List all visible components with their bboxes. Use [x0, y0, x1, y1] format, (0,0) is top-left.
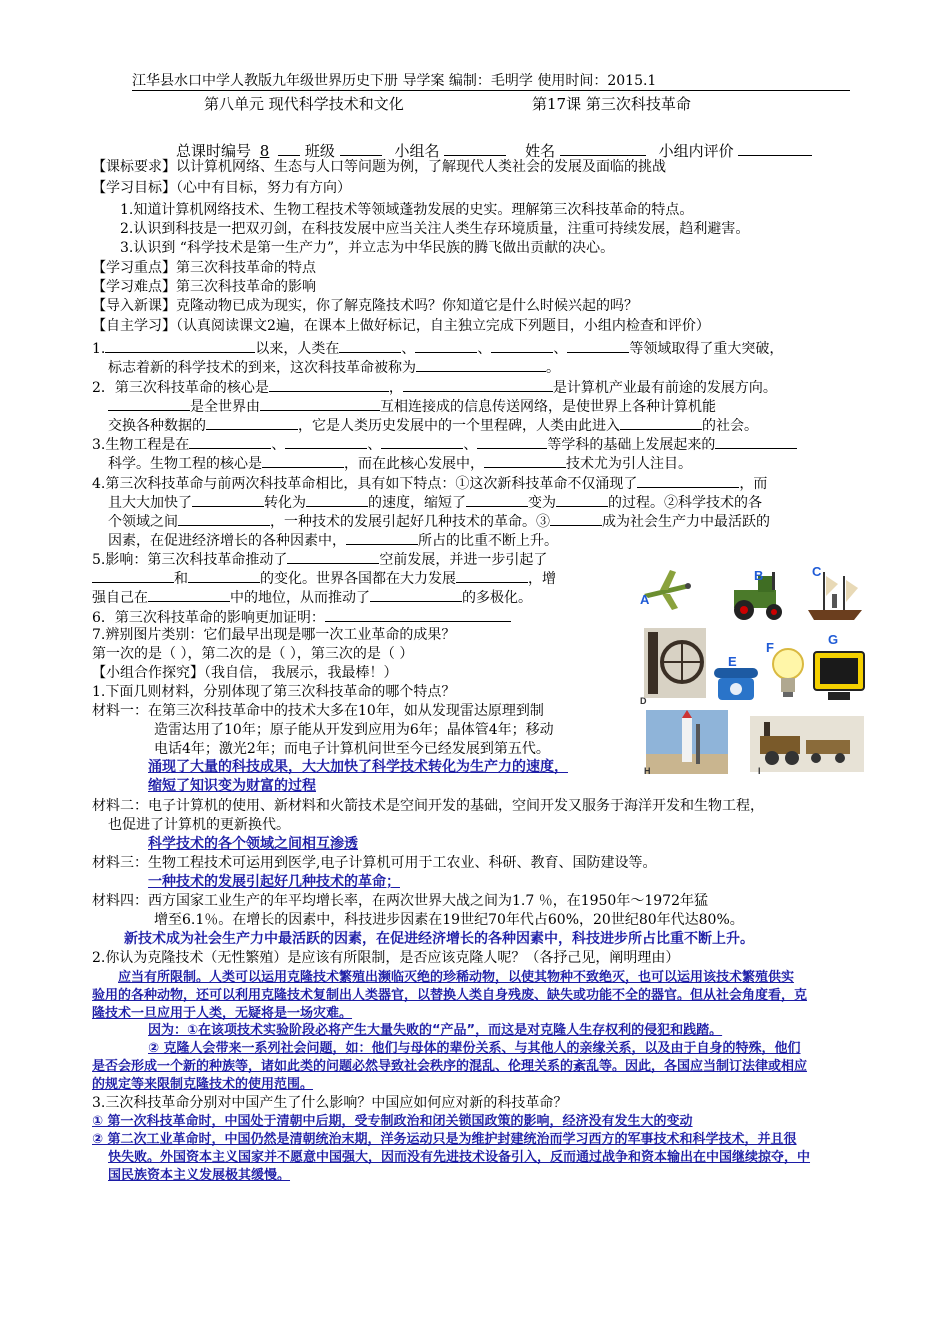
answer-blank[interactable] — [415, 338, 477, 353]
intro-text: 【导入新课】克隆动物已成为现实，你了解克隆技术吗？你知道它是什么时候兴起的吗？ — [92, 298, 638, 314]
q-text: 是全世界由 — [190, 399, 260, 415]
answer-blank[interactable] — [466, 492, 528, 507]
q-text: 6．第三次科技革命的影响更加证明： — [92, 610, 325, 626]
q-text: 技术尤为引人注目。 — [566, 456, 692, 472]
china-answer-2: ② 第二次工业革命时，中国仍然是清朝统治末期，洋务运动只是为维护封建统治而学习西方的军事技术和科学技术，并且很 — [92, 1132, 797, 1147]
q-text: 的变化。世界各国都在大力发展 — [260, 571, 456, 587]
q-text: 2．第三次科技革命的核心是 — [92, 380, 269, 396]
question-5-line1 — [92, 549, 547, 569]
light-bulb-picture — [768, 646, 808, 700]
clone-answer-6: 是否会形成一个新的种族等，诸如此类的问题必然导致社会秩序的混乱、伦理关系的紊乱等。因此，各国应当制订法律或相应 — [92, 1059, 808, 1074]
q-text: 互相连接成的信息传送网络，是使世界上各种计算机能 — [380, 399, 716, 415]
class-field[interactable] — [340, 141, 382, 156]
goal-1: 1.知道计算机网络技术、生物工程技术等领域蓬勃发展的史实。理解第三次科技革命的特点。 — [120, 202, 694, 218]
pic-label: A — [640, 592, 650, 607]
clone-answer-5: ② 克隆人会带来一系列社会问题，如：他们与母体的辈份关系、与其他人的亲缘关系，以及由于自身的特殊，他们 — [148, 1041, 801, 1056]
q-text: 中的地位，从而推动了 — [230, 590, 370, 606]
answer-blank[interactable] — [381, 434, 463, 449]
question-1-line1 — [92, 338, 783, 358]
q-text: 、 — [271, 437, 286, 453]
q-text: ， — [388, 380, 403, 396]
question-4-line3 — [108, 511, 770, 531]
lesson-title: 第17课 第三次科技革命 — [532, 95, 691, 113]
clone-answer-4: 因为：①在该项技术实验阶段必将产生大量失败的“产品”，而这是对克隆人生存权利的侵犯和践踏。 — [148, 1023, 723, 1038]
answer-4: 新技术成为社会生产力中最活跃的因素，在促进经济增长的各种因素中，科技进步所占比重不断上升。 — [124, 931, 754, 947]
class-label: 班级 — [304, 142, 335, 160]
answer-blank[interactable] — [491, 338, 553, 353]
rocket-launch-picture — [646, 710, 728, 774]
unit-title: 第八单元 现代科学技术和文化 — [204, 95, 404, 113]
answer-blank[interactable] — [206, 415, 298, 430]
answer-blank[interactable] — [105, 338, 255, 353]
material-2-line1: 材料二：电子计算机的使用、新材料和火箭技术是空间开发的基础，空间开发又服务于海洋开发和生物工程， — [92, 798, 764, 814]
question-4-line1 — [92, 473, 767, 493]
q-text: 标志着新的科学技术的到来，这次科技革命被称为 — [108, 360, 416, 376]
question-7-line2: 第一次的是（ ），第二次的是（ ），第三次的是（ ） — [92, 646, 414, 662]
group-q1: 1.下面几则材料，分别体现了第三次科技革命的哪个特点？ — [92, 684, 456, 700]
q-text: 转化为 — [264, 495, 306, 511]
answer-blank[interactable] — [178, 511, 270, 526]
q-text: 1. — [92, 341, 106, 357]
material-4-line2: 增至6.1％。在增长的因素中，科技进步因素在19世纪70年代占60%，20世纪80年代达80%。 — [154, 912, 744, 928]
answer-1-line2: 缩短了知识变为财富的过程 — [148, 778, 316, 794]
answer-blank[interactable] — [287, 549, 379, 564]
standard-text: 【课标要求】以计算机网络、生态与人口等问题为例，了解现代人类社会的发展及面临的挑战 — [92, 159, 666, 175]
telephone-picture — [712, 664, 760, 704]
course-no-label: 总课时编号 — [176, 142, 252, 160]
question-4-line2 — [108, 492, 762, 512]
answer-blank[interactable] — [715, 434, 797, 449]
answer-blank[interactable] — [370, 587, 462, 602]
q-text: 、 — [477, 341, 492, 357]
q-text: 以来，人类在 — [255, 341, 340, 357]
china-answer-1: ① 第一次科技革命时，中国处于清朝中后期，受专制政治和闭关锁国政策的影响，经济没有发生大的变动 — [92, 1114, 693, 1129]
q-text: 4.第三次科技革命与前两次科技革命相比，具有如下特点：①这次新科技革命不仅涌现了 — [92, 476, 638, 492]
q-text: 的社会。 — [702, 418, 758, 434]
q-text: 变为 — [528, 495, 556, 511]
pic-label: G — [828, 632, 839, 647]
answer-blank[interactable] — [192, 492, 264, 507]
q-text: 和 — [174, 571, 188, 587]
answer-blank[interactable] — [285, 434, 367, 449]
steam-engine-picture — [644, 628, 706, 698]
header-line — [132, 72, 656, 90]
eval-label: 小组内评价 — [658, 142, 734, 160]
name-field[interactable] — [560, 141, 646, 156]
answer-blank[interactable] — [339, 338, 401, 353]
answer-blank[interactable] — [567, 338, 629, 353]
pic-label: D — [640, 696, 647, 706]
q-text: 、 — [401, 341, 416, 357]
china-answer-3: 快失败。外国资本主义国家并不愿意中国强大，因而没有先进技术设备引入，反而通过战争和资本输出在中国继续掠夺，中 — [108, 1150, 811, 1165]
pic-label: C — [812, 564, 822, 579]
answer-blank[interactable] — [189, 434, 271, 449]
q-text: 、 — [367, 437, 382, 453]
question-3-line1 — [92, 434, 797, 454]
pic-label: H — [644, 766, 651, 776]
material-1-line2: 造雷达用了10年；原子能从开发到应用为6年；晶体管4年；移动 — [154, 722, 554, 738]
answer-blank[interactable] — [620, 415, 702, 430]
material-4-line1: 材料四：西方国家工业生产的年平均增长率，在两次世界大战之间为1.7 ％，在1950年～1972年猛 — [92, 893, 708, 909]
goal-2: 2.认识到科技是一把双刃剑，在科技发展中应当关注人类生存环境质量，注重可持续发展，趋利避害。 — [120, 221, 750, 237]
answer-2: 科学技术的各个领域之间相互渗透 — [148, 836, 358, 852]
answer-blank[interactable] — [484, 453, 566, 468]
name-label: 姓名 — [525, 142, 556, 160]
question-3-line2 — [108, 453, 692, 473]
q-text: ，它是人类历史发展中的一个里程碑，人类由此进入 — [298, 418, 620, 434]
computer-picture — [812, 650, 866, 702]
q-text: 因素，在促进经济增长的各种因素中， — [108, 533, 346, 549]
question-2-line1 — [92, 377, 777, 397]
answer-blank[interactable] — [416, 357, 546, 372]
key-point: 【学习重点】第三次科技革命的特点 — [92, 260, 316, 276]
group-label: 小组名 — [394, 142, 440, 160]
header-text: 江华县水口中学人教版九年级世界历史下册 导学案 编制：毛明学 使用时间：2015.1 — [132, 73, 657, 89]
q-text: 强自己在 — [92, 590, 148, 606]
q-text: 、 — [553, 341, 568, 357]
q-text: ，而 — [739, 476, 768, 492]
answer-blank[interactable] — [325, 607, 511, 622]
china-answer-4: 国民族资本主义发展极其缓慢。 — [108, 1168, 291, 1183]
q-text: 成为社会生产力中最活跃的 — [602, 514, 770, 530]
pic-label: E — [728, 654, 737, 669]
pic-label: F — [766, 640, 774, 655]
q-text: 科学。生物工程的核心是 — [108, 456, 262, 472]
course-no-value: 8 — [259, 142, 270, 160]
material-1-line3: 电话4年；激光2年；而电子计算机问世至今已经发展到第五代。 — [154, 741, 550, 757]
q-text: 交换各种数据的 — [108, 418, 206, 434]
q-text: 所占的比重不断上升。 — [418, 533, 558, 549]
eval-field[interactable] — [738, 141, 812, 156]
invention-pictures — [632, 552, 868, 778]
answer-blank[interactable] — [108, 396, 190, 411]
q-text: 等学科的基础上发展起来的 — [547, 437, 716, 453]
q-text: 的过程。②科学技术的各 — [608, 495, 762, 511]
answer-3: 一种技术的发展引起好几种技术的革命； — [148, 874, 400, 890]
answer-blank[interactable] — [188, 568, 260, 583]
clone-answer-3: 隆技术一旦应用于人类，无疑将是一场灾难。 — [92, 1006, 353, 1021]
answer-1-line1: 涌现了大量的科技成果，大大加快了科学技术转化为生产力的速度， — [148, 759, 568, 775]
q-text: 。 — [546, 360, 560, 376]
q-text: 5.影响：第三次科技革命推动了 — [92, 552, 288, 568]
answer-blank[interactable] — [637, 473, 739, 488]
goal-3: 3.认识到 “科学技术是第一生产力”，并立志为中华民族的腾飞做出贡献的决心。 — [120, 240, 615, 256]
q-text: 个领域之间 — [108, 514, 178, 530]
q-text: ，一种技术的发展引起好几种技术的革命。③ — [270, 514, 550, 530]
question-4-line4 — [108, 530, 558, 550]
question-2-line2 — [108, 396, 716, 416]
clone-answer-7: 的规定等来限制克隆技术的使用范围。 — [92, 1077, 314, 1092]
goals-title: 【学习目标】（心中有目标，努力有方向） — [92, 180, 351, 196]
material-1-line1: 材料一：在第三次科技革命中的技术大多在10年，如从发现雷达原理到制 — [92, 703, 544, 719]
q-text: 、 — [463, 437, 478, 453]
question-5-line2 — [92, 568, 556, 588]
clone-answer-2: 验用的各种动物，还可以利用克隆技术复制出人类器官，以替换人类自身残废、缺失或功能不全的器官。但从社会角度看，克 — [92, 988, 808, 1003]
clone-answer-1: 应当有所限制。人类可以运用克隆技术繁殖出濒临灭绝的珍稀动物，以使其物种不致绝灭，也可以运用该技术繁殖供实 — [118, 970, 795, 985]
material-2-line2: 也促进了计算机的更新换代。 — [108, 817, 290, 833]
answer-blank[interactable] — [260, 396, 380, 411]
question-7-line1: 7.辨别图片类别：它们最早出现是哪一次工业革命的成果？ — [92, 627, 456, 643]
group-field[interactable] — [444, 141, 506, 156]
q-text: 的多极化。 — [462, 590, 532, 606]
q-text: 且大大加快了 — [108, 495, 192, 511]
question-1-line2 — [108, 357, 560, 377]
q-text: ，增 — [528, 571, 556, 587]
pic-label: B — [754, 568, 764, 583]
answer-blank[interactable] — [346, 530, 418, 545]
answer-blank[interactable] — [262, 453, 344, 468]
locomotive-picture — [750, 716, 864, 772]
self-study-title: 【自主学习】（认真阅读课文2遍，在课本上做好标记，自主独立完成下列题目，小组内检查和评价） — [92, 318, 710, 334]
answer-blank[interactable] — [269, 377, 389, 392]
group-q3: 3.三次科技革命分别对中国产生了什么影响？中国应如何应对新的科技革命？ — [92, 1095, 568, 1111]
answer-blank[interactable] — [456, 568, 528, 583]
q-text: 3.生物工程是在 — [92, 437, 190, 453]
group-title: 【小组合作探究】（我自信， 我展示，我最棒！） — [92, 665, 398, 681]
answer-blank[interactable] — [306, 492, 368, 507]
material-3: 材料三：生物工程技术可运用到医学,电子计算机可用于工农业、科研、教育、国防建设等。 — [92, 855, 657, 871]
answer-blank[interactable] — [556, 492, 608, 507]
answer-blank[interactable] — [92, 568, 174, 583]
answer-blank[interactable] — [403, 377, 553, 392]
answer-blank[interactable] — [550, 511, 602, 526]
q-text: 的速度，缩短了 — [368, 495, 466, 511]
question-2-line3 — [108, 415, 758, 435]
question-6 — [92, 607, 511, 627]
pic-label: I — [758, 766, 761, 776]
header-rule — [132, 90, 850, 91]
airplane-picture — [636, 566, 696, 616]
q-text: 空前发展，并进一步引起了 — [379, 552, 548, 568]
q-text: 是计算机产业最有前途的发展方向。 — [552, 380, 777, 396]
q-text: ，而在此核心发展中， — [344, 456, 484, 472]
answer-blank[interactable] — [477, 434, 547, 449]
question-5-line3 — [92, 587, 532, 607]
q-text: 等领域取得了重大突破， — [629, 341, 784, 357]
group-q2: 2.你认为克隆技术（无性繁殖）是应该有所限制，是否应该克隆人呢？（各抒己见，阐明理由） — [92, 950, 680, 966]
answer-blank[interactable] — [148, 587, 230, 602]
difficult-point: 【学习难点】第三次科技革命的影响 — [92, 279, 316, 295]
blank[interactable] — [278, 141, 300, 156]
